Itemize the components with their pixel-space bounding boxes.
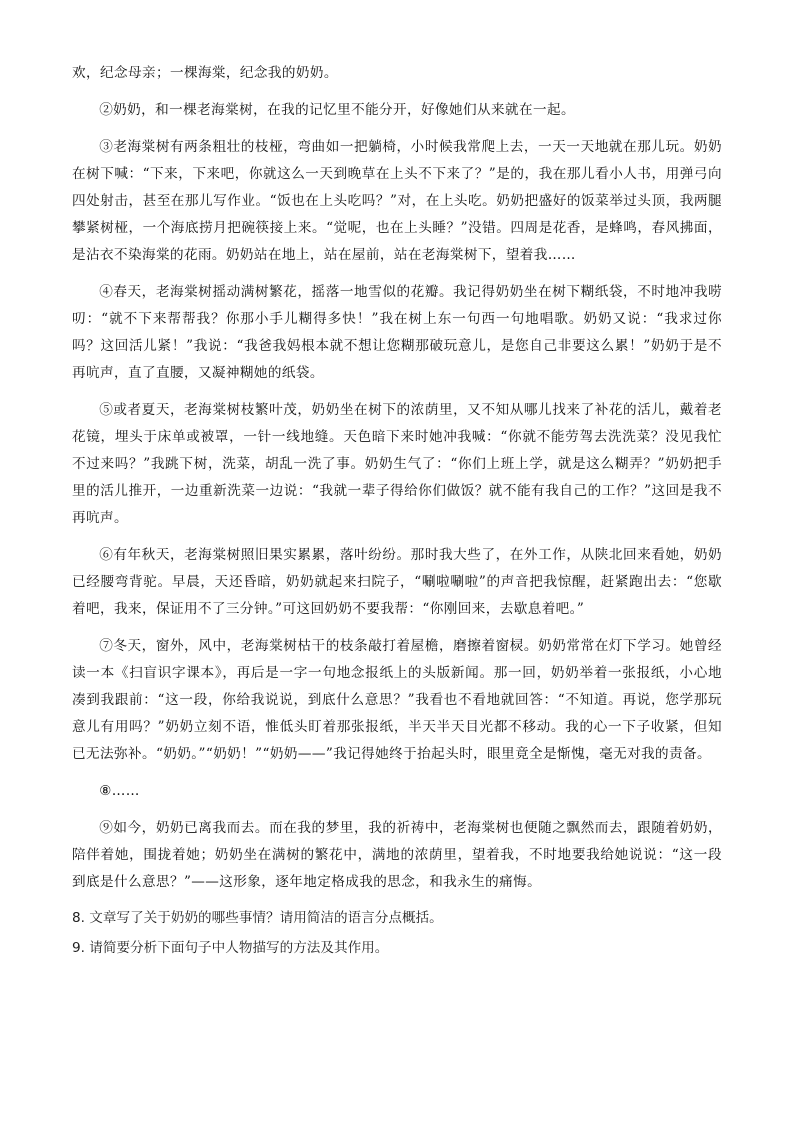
article-paragraph-3: ③老海棠树有两条粗壮的枝桠，弯曲如一把躺椅，小时候我常爬上去，一天一天地就在那儿玩。奶奶在树下喊：“下来，下来吧，你就这么一天到晚草在上头不下来了？”是的，我在那儿看小人书，用弹弓向四处射击，甚至在那儿写作业。“饭也在上头吃吗？”对，在上头吃。奶奶把盛好的饭菜举过头顶，我两腿攀紧树桠，一个海底捞月把碗筷接上来。“觉呢，也在上头睡？”没错。四周是花香，是蜂鸣，春风拂面，是沾衣不染海棠的花雨。奶奶站在地上，站在屋前，站在老海棠树下，望着我…… <box>72 139 722 263</box>
article-paragraph-4: ④春天，老海棠树摇动满树繁花，摇落一地雪似的花瓣。我记得奶奶坐在树下糊纸袋，不时地冲我唠叨：“就不下来帮帮我？你那小手儿糊得多快！”我在树上东一句西一句地唱歌。奶奶又说：“我求过你吗？这回活儿紧！”我说：“我爸我妈根本就不想让您糊那破玩意儿，是您自己非要这么累！”奶奶于是不再吭声，直了直腰，又凝神糊她的纸袋。 <box>72 284 722 381</box>
question-8: 8. 文章写了关于奶奶的哪些事情？请用简洁的语言分点概括。 <box>72 910 443 926</box>
article-paragraph-2: ②奶奶，和一棵老海棠树，在我的记忆里不能分开，好像她们从来就在一起。 <box>99 102 575 118</box>
article-paragraph-9: ⑨如今，奶奶已离我而去。而在我的梦里，我的祈祷中，老海棠树也便随之飘然而去，跟随着奶奶，陪伴着她，围拢着她；奶奶坐在满树的繁花中，满地的浓荫里，望着我，不时地要我给她说说：“这一段到底是什么意思？”——这形象，逐年地定格成我的思念，和我永生的痛悔。 <box>72 820 722 890</box>
question-list <box>72 906 722 960</box>
article-body <box>72 60 722 896</box>
article-paragraph-continuation: 欢，纪念母亲；一棵海棠，纪念我的奶奶。 <box>72 65 338 81</box>
article-paragraph-8: ⑧…… <box>99 783 140 799</box>
document-page <box>72 60 722 966</box>
article-paragraph-5: ⑤或者夏天，老海棠树枝繁叶茂，奶奶坐在树下的浓荫里，又不知从哪儿找来了补花的活儿，戴着老花镜，埋头于床单或被罩，一针一线地缝。天色暗下来时她冲我喊：“你就不能劳驾去洗洗菜？没见我忙不过来吗？”我跳下树，洗菜，胡乱一洗了事。奶奶生气了：“你们上班上学，就是这么糊弄？”奶奶把手里的活儿推开，一边重新洗菜一边说：“我就一辈子得给你们做饭？就不能有我自己的工作？”这回是我不再吭声。 <box>72 402 722 526</box>
question-9: 9. 请简要分析下面句子中人物描写的方法及其作用。 <box>72 940 389 956</box>
article-paragraph-7: ⑦冬天，窗外，风中，老海棠树枯干的枝条敲打着屋檐，磨擦着窗棂。奶奶常常在灯下学习。她曾经读一本《扫盲识字课本》，再后是一字一句地念报纸上的头版新闻。那一回，奶奶举着一张报纸，小心地凑到我跟前：“这一段，你给我说说，到底什么意思？”我看也不看地就回答：“不知道。再说，您学那玩意儿有用吗？”奶奶立刻不语，惟低头盯着那张报纸，半天半天目光都不移动。我的心一下子收紧，但知已无法弥补。“奶奶。”“奶奶！”“奶奶——”我记得她终于抬起头时，眼里竟全是惭愧，毫无对我的责备。 <box>72 638 722 762</box>
article-paragraph-6: ⑥有年秋天，老海棠树照旧果实累累，落叶纷纷。那时我大些了，在外工作，从陕北回来看她，奶奶已经腰弯背驼。早晨，天还昏暗，奶奶就起来扫院子，“唰啦唰啦”的声音把我惊醒，赶紧跑出去：“您歇着吧，我来，保证用不了三分钟。”可这回奶奶不要我帮：“你刚回来，去歇息着吧。” <box>72 547 722 617</box>
